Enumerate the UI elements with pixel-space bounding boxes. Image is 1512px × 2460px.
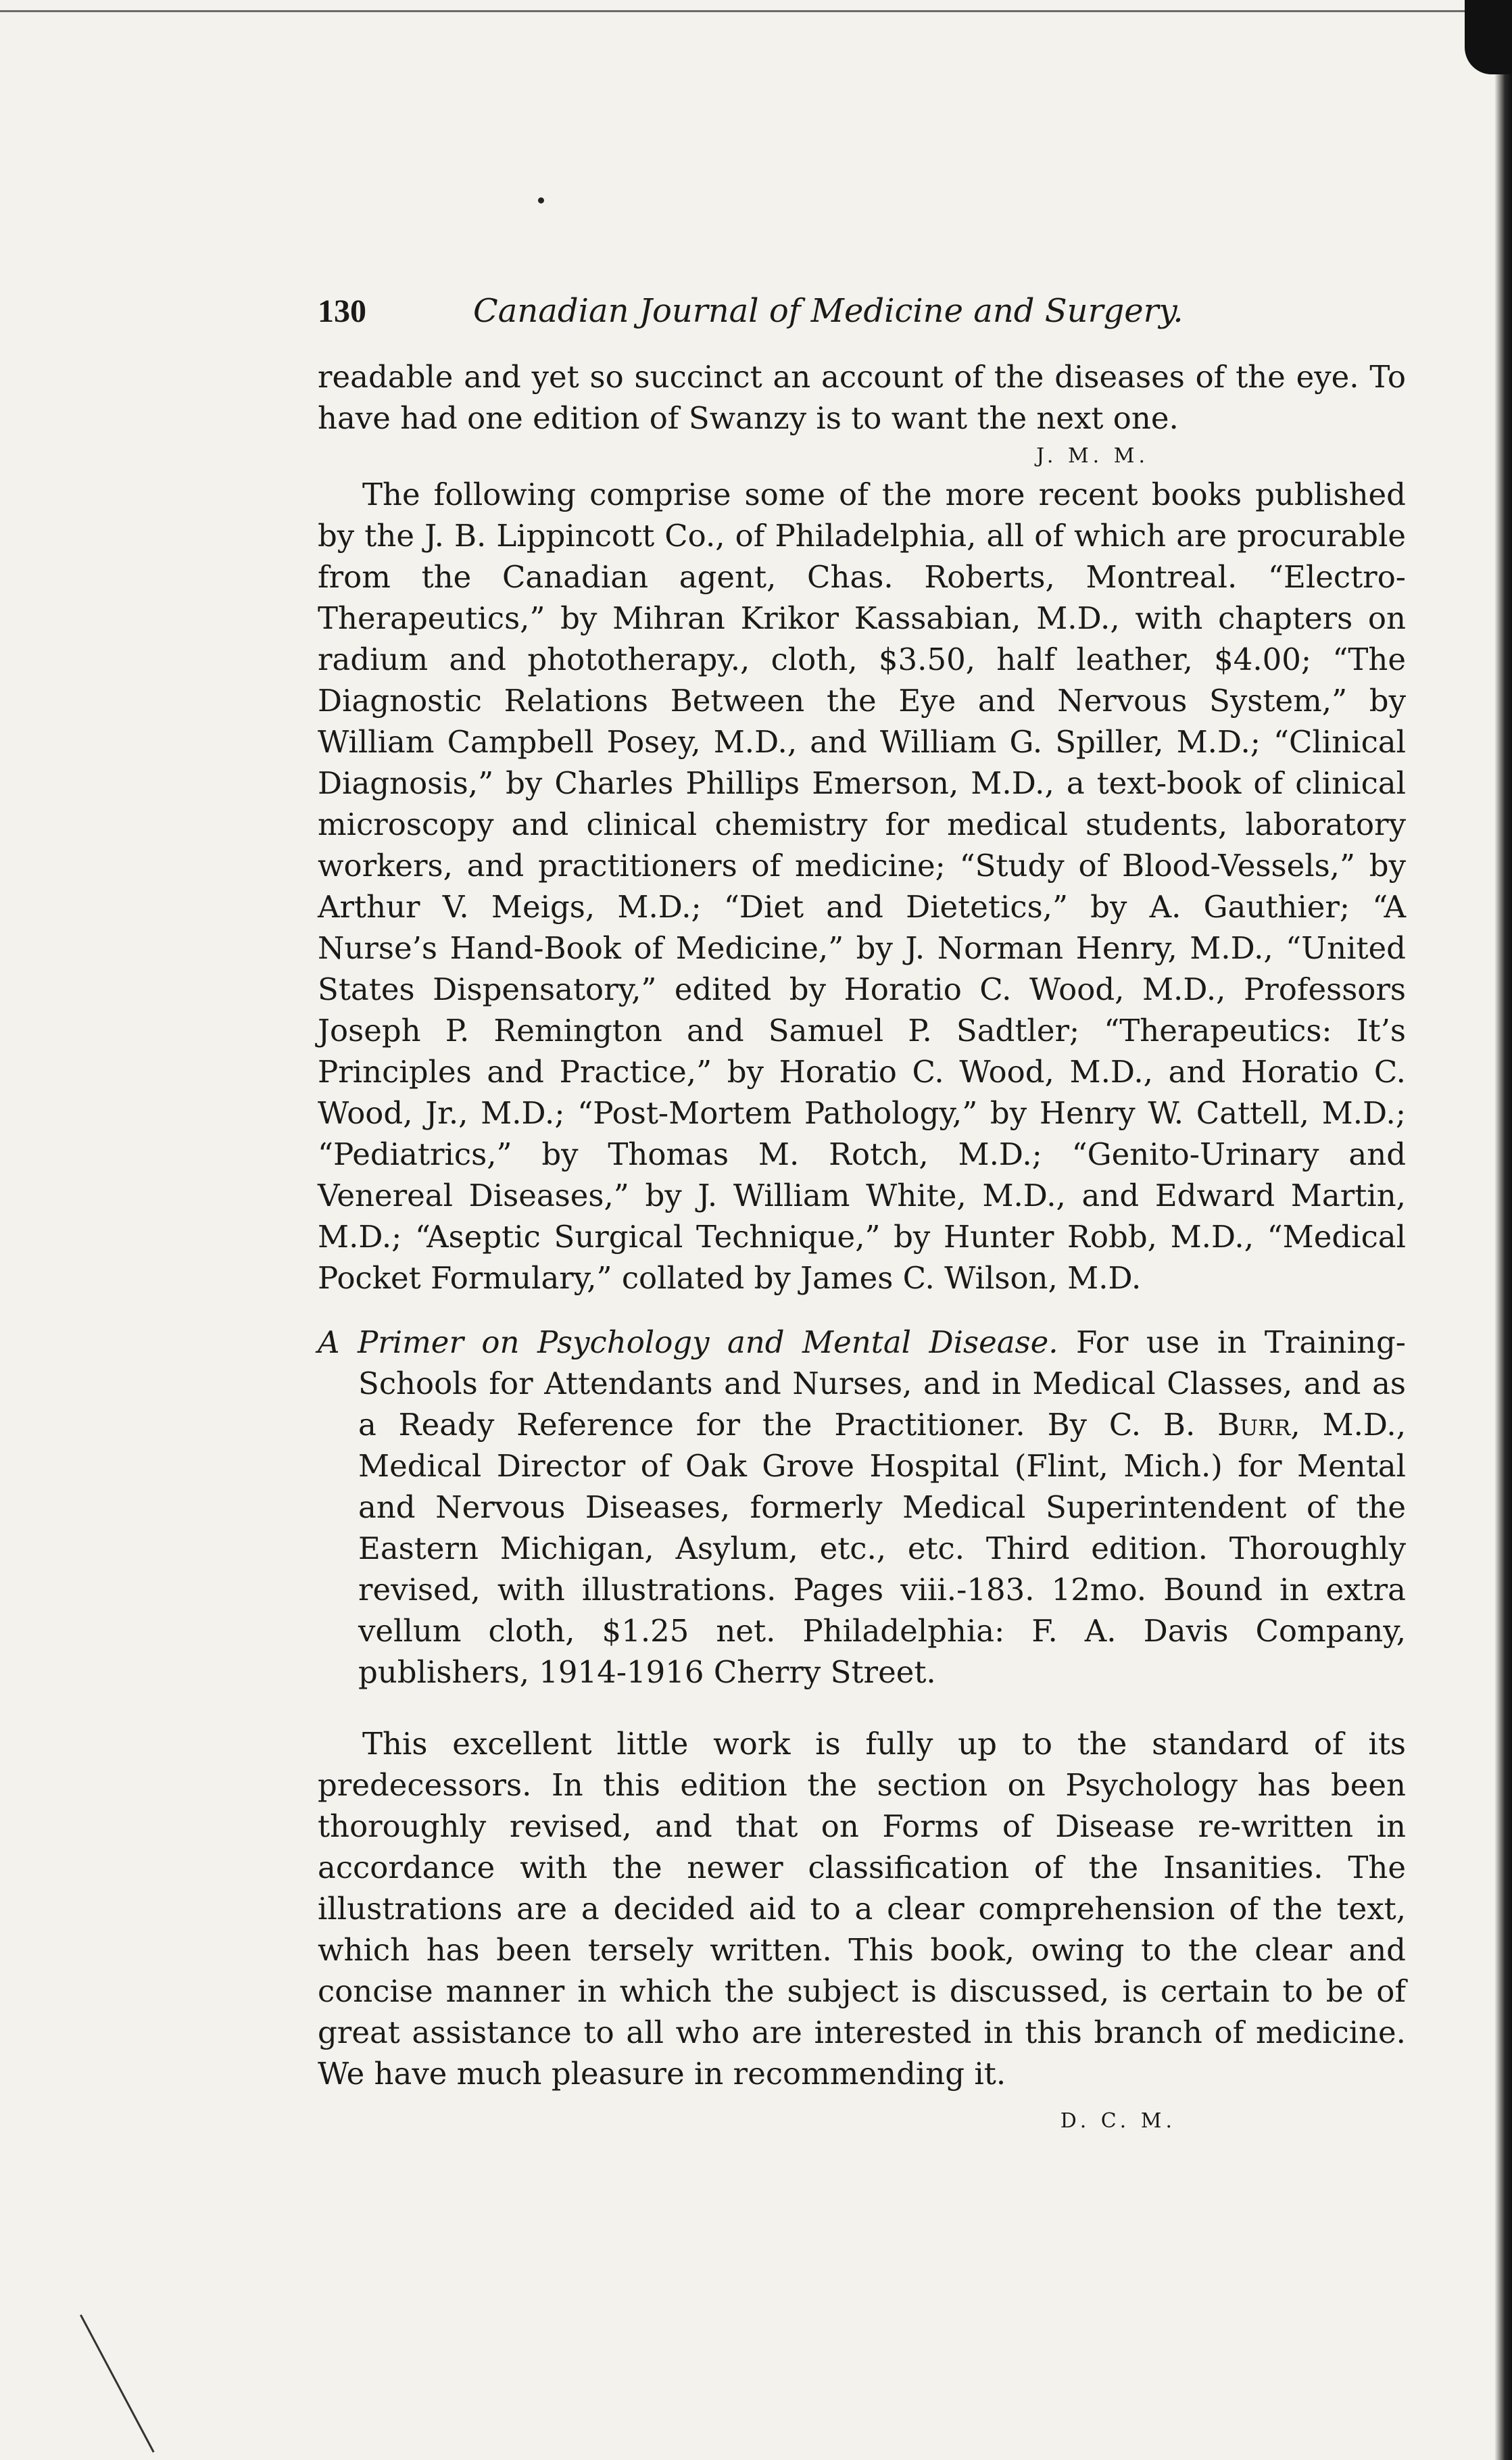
- review-text-2: , M.D., Medical Director of Oak Grove Hospital (Flint, Mich.) for Mental and Nervous Diseases, formerly Medical Superintendent of the Eastern Michigan, Asylum, etc., etc. Third edition. Thoroughly revised, with illustrations. Pages viii.-183. 12mo. Bound in extra vellum cloth, $1.25 net. Philadelphia: F. A. Davis Company, publishers, 1914-1916 Cherry Street.: [358, 1407, 1406, 1690]
- scan-top-edge: [0, 0, 1512, 12]
- signature-jmm: J. M. M.: [1036, 444, 1149, 468]
- page-number: 130: [318, 293, 366, 329]
- paragraph-review: [318, 1723, 1406, 2094]
- review-title: A Primer on Psychology and Mental Disease.: [318, 1324, 1058, 1360]
- paragraph-lippincott-text: The following comprise some of the more recent books published by the J. B. Lippincott Co., of Philadelphia, all of which are procurable from the Canadian agent, Chas. Roberts, Montreal. “Electro-Therapeutics,” by Mihran Krikor Kassabian, M.D., with chapters on radium and phototherapy., cloth, $3.50, half leather, $4.00; “The Diagnostic Relations Between the Eye and Nervous System,” by William Campbell Posey, M.D., and William G. Spiller, M.D.; “Clinical Diagnosis,” by Charles Phillips Emerson, M.D., a text-book of clinical microscopy and clinical chemistry for medical students, laboratory workers, and practitioners of medicine; “Study of Blood-Vessels,” by Arthur V. Meigs, M.D.; “Diet and Dietetics,” by A. Gauthier; “A Nurse’s Hand-Book of Medicine,” by J. Norman Henry, M.D., “United States Dispensatory,” edited by Horatio C. Wood, M.D., Professors Joseph P. Remington and Samuel P. Sadtler; “Therapeutics: It’s Principles and Practice,” by Horatio C. Wood, M.D., and Horatio C. Wood, Jr., M.D.; “Post-Mortem Pathology,” by Henry W. Cattell, M.D.; “Pediatrics,” by Thomas M. Rotch, M.D.; “Genito-Urinary and Venereal Diseases,” by J. William White, M.D., and Edward Martin, M.D.; “Aseptic Surgical Technique,” by Hunter Robb, M.D., “Medical Pocket Formulary,” collated by James C. Wilson, M.D.: [318, 477, 1406, 1296]
- review-citation: [318, 1322, 1406, 1693]
- running-head: [318, 291, 1406, 332]
- paragraph-review-text: This excellent little work is fully up to the standard of its predecessors. In this edition the section on Psychology has been thoroughly revised, and that on Forms of Disease re-written in accordance with the newer classification of the Insanities. The illustrations are a decided aid to a clear comprehension of the text, which has been tersely written. This book, owing to the clear and concise manner in which the subject is discussed, is certain to be of great assistance to all who are interested in this branch of medicine. We have much pleasure in recommending it.: [318, 1726, 1406, 2092]
- page-content: [318, 291, 1406, 2139]
- paragraph-continued: readable and yet so succinct an account of the diseases of the eye. To have had one edition of Swanzy is to want the next one.: [318, 359, 1406, 436]
- paragraph-lippincott: [318, 474, 1406, 1299]
- scan-right-edge: [1494, 0, 1512, 2460]
- scan-mark: [80, 2315, 155, 2453]
- scan-corner-blot: [1465, 0, 1512, 74]
- review-text-1: For use in Training-Schools for Attendants and Nurses, and in Medical Classes, and as a Ready Reference for the Practitioner. By C. B.: [358, 1324, 1406, 1443]
- review-author: Burr: [1217, 1407, 1291, 1443]
- scan-dot: [538, 197, 544, 203]
- journal-title: Canadian Journal of Medicine and Surgery.: [473, 292, 1184, 330]
- signature-dcm: D. C. M.: [1060, 2109, 1176, 2133]
